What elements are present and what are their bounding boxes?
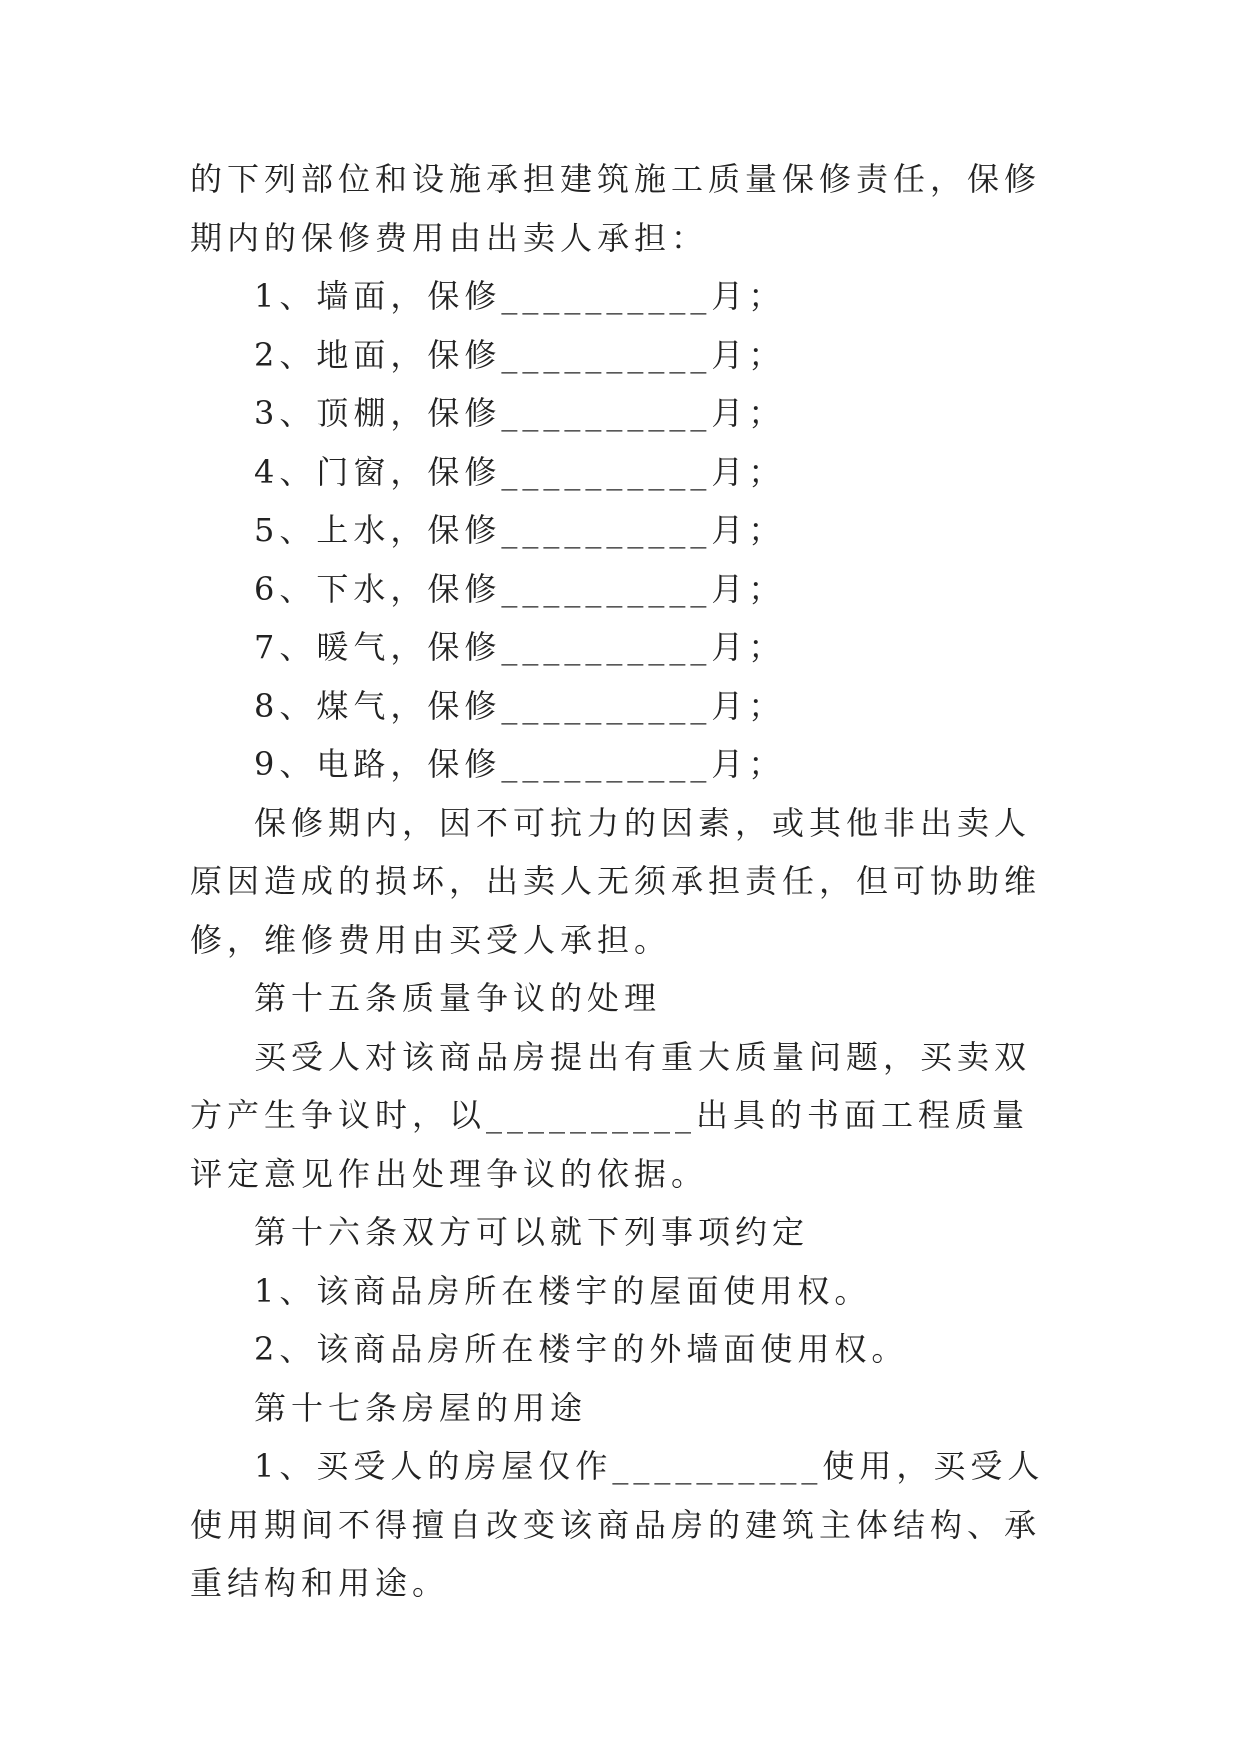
paragraph: 的下列部位和设施承担建筑施工质量保修责任，保修期内的保修费用由出卖人承担： [190, 160, 1042, 257]
document-body [190, 150, 1060, 1613]
warranty-item-ceiling: 3、顶棚，保修__________月； [254, 394, 786, 432]
article-heading: 第十七条房屋的用途 [254, 1388, 588, 1427]
list-item: 2、该商品房所在楼宇的外墙面使用权。 [254, 1330, 909, 1368]
paragraph: 保修期内，因不可抗力的因素，或其他非出卖人原因造成的损坏，出卖人无须承担责任，但可协助维修，维修费用由买受人承担。 [190, 803, 1042, 959]
warranty-item-heating: 7、暖气，保修__________月； [254, 628, 786, 666]
warranty-item-electrical: 9、电路，保修__________月； [254, 745, 786, 783]
paragraph: 1、买受人的房屋仅作__________使用，买受人使用期间不得擅自改变该商品房的建筑主体结构、承重结构和用途。 [190, 1447, 1045, 1602]
warranty-item-floor: 2、地面，保修__________月； [254, 335, 786, 374]
article-heading: 第十五条质量争议的处理 [254, 979, 662, 1017]
article-heading: 第十六条双方可以就下列事项约定 [254, 1213, 810, 1251]
list-item: 1、该商品房所在楼宇的屋面使用权。 [254, 1271, 872, 1310]
warranty-item-drainage: 6、下水，保修__________月； [254, 569, 786, 608]
warranty-item-doors-windows: 4、门窗，保修__________月； [254, 452, 786, 491]
warranty-item-water-supply: 5、上水，保修__________月； [254, 511, 786, 549]
warranty-item-wall: 1、墙面，保修__________月； [254, 277, 786, 315]
warranty-item-gas: 8、煤气，保修__________月； [254, 686, 786, 725]
paragraph: 买受人对该商品房提出有重大质量问题，买卖双方产生争议时，以__________出具的书面工程质量评定意见作出处理争议的依据。 [190, 1037, 1032, 1193]
